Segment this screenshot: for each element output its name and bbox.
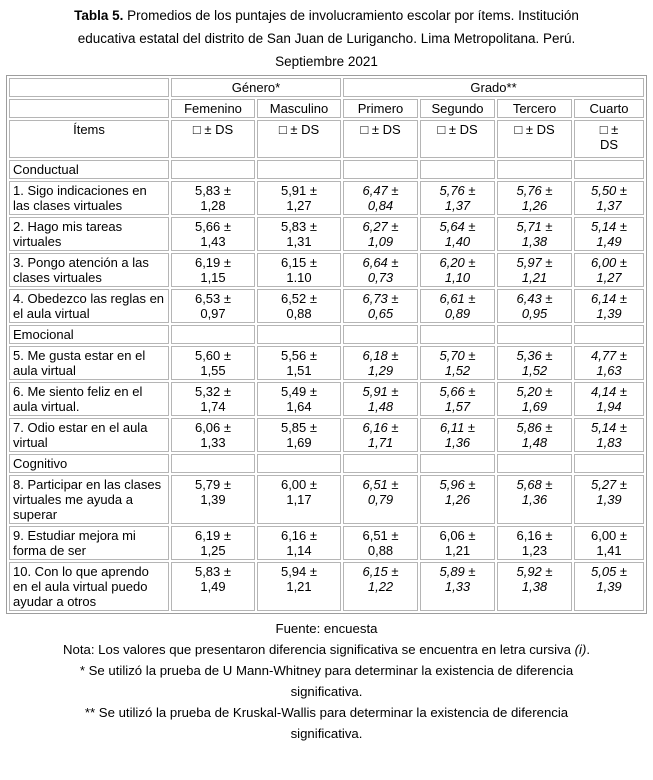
mean-value: 5,83 ± (194, 183, 232, 198)
value-cell (171, 526, 255, 560)
value-cell (171, 562, 255, 611)
sd-value: 1,38 (521, 579, 548, 594)
value-cell (574, 418, 644, 452)
stat-header-row (9, 120, 644, 158)
mean-value: 6,16 ± (280, 528, 318, 543)
sd-value: 1,22 (367, 579, 394, 594)
sd-value: 1.10 (286, 270, 312, 285)
mean-value: 5,14 ± (590, 219, 628, 234)
mean-value: 5,60 ± (194, 348, 232, 363)
value-cell (420, 475, 495, 524)
mean-value: 5,66 ± (439, 384, 476, 399)
sd-value: 0,88 (367, 543, 394, 558)
sd-value: 0,84 (367, 198, 394, 213)
sd-value: 1,52 (521, 363, 548, 378)
empty-cell (497, 160, 572, 179)
item-label: 6. Me siento feliz en el aula virtual. (9, 382, 169, 416)
mean-value: 5,96 ± (439, 477, 476, 492)
value-cell (343, 181, 418, 215)
value-cell (257, 382, 341, 416)
sd-value: 1,28 (200, 198, 226, 213)
mean-value: 5,14 ± (590, 420, 628, 435)
empty-cell (343, 160, 418, 179)
value-cell (420, 526, 495, 560)
value-cell (257, 181, 341, 215)
sd-value: 0,65 (367, 306, 394, 321)
item-label: 7. Odio estar en el aula virtual (9, 418, 169, 452)
empty-cell (574, 454, 644, 473)
sd-value: 1,29 (367, 363, 394, 378)
grado-group-header: Grado** (343, 78, 644, 97)
item-row (9, 382, 644, 416)
sd-value: 1,26 (521, 198, 548, 213)
item-label: 2. Hago mis tareas virtuales (9, 217, 169, 251)
item-row (9, 418, 644, 452)
value-cell (343, 289, 418, 323)
value-cell (343, 382, 418, 416)
sd-value: 1,69 (521, 399, 548, 414)
empty-cell (574, 325, 644, 344)
mean-value: 5,79 ± (194, 477, 232, 492)
mean-value: 5,91 ± (362, 384, 399, 399)
item-row (9, 475, 644, 524)
sd-value: 1,40 (444, 234, 471, 249)
value-cell (257, 562, 341, 611)
section-row (9, 325, 644, 344)
value-cell (420, 562, 495, 611)
sd-value: 0,73 (367, 270, 394, 285)
column-header-primero: Primero (343, 99, 418, 118)
sd-value: 0,95 (521, 306, 548, 321)
value-cell (257, 289, 341, 323)
sd-value: 1,31 (286, 234, 312, 249)
value-cell (574, 382, 644, 416)
mean-value: 5,05 ± (590, 564, 628, 579)
stat-header: □ ± DS (343, 120, 418, 158)
item-row (9, 526, 644, 560)
sd-value: 1,43 (200, 234, 226, 249)
section-label: Emocional (9, 325, 169, 344)
sd-value: 1,21 (286, 579, 312, 594)
value-cell (497, 217, 572, 251)
value-cell (171, 289, 255, 323)
item-label: 10. Con lo que aprendo en el aula virtual puedo ayudar a otros (9, 562, 169, 611)
sd-value: 1,74 (200, 399, 226, 414)
sd-value: 1,33 (444, 579, 471, 594)
value-cell (171, 253, 255, 287)
sd-value: 1,39 (596, 579, 622, 594)
column-header-segundo: Segundo (420, 99, 495, 118)
mean-value: 5,71 ± (516, 219, 553, 234)
sd-value: 1,10 (444, 270, 471, 285)
value-cell (497, 346, 572, 380)
stat-header: □ ± DS (497, 120, 572, 158)
value-cell (257, 346, 341, 380)
mean-value: 6,06 ± (439, 528, 476, 543)
column-header-cuarto: Cuarto (574, 99, 644, 118)
title-table-number: Tabla 5. (74, 8, 124, 23)
value-cell (574, 253, 644, 287)
value-cell (420, 382, 495, 416)
value-cell (497, 526, 572, 560)
value-cell (574, 346, 644, 380)
mean-value: 6,16 ± (362, 420, 399, 435)
item-row (9, 562, 644, 611)
mean-value: 5,97 ± (516, 255, 553, 270)
mean-value: 6,52 ± (280, 291, 318, 306)
value-cell (497, 475, 572, 524)
item-label: 1. Sigo indicaciones en las clases virtuales (9, 181, 169, 215)
mean-value: 5,83 ± (194, 564, 232, 579)
sd-value: 1,39 (596, 306, 622, 321)
sd-value: 1,38 (521, 234, 548, 249)
mean-value: 6,64 ± (362, 255, 399, 270)
section-row (9, 160, 644, 179)
title-line-3: Septiembre 2021 (275, 54, 378, 69)
mean-value: 6,00 ± (590, 528, 628, 543)
value-cell (497, 253, 572, 287)
mean-value: 6,51 ± (362, 477, 399, 492)
column-header-masculino: Masculino (257, 99, 341, 118)
value-cell (420, 289, 495, 323)
mean-value: 5,20 ± (516, 384, 553, 399)
value-cell (574, 181, 644, 215)
empty-cell (257, 325, 341, 344)
sd-value: 1,51 (286, 363, 312, 378)
mean-value: 6,15 ± (280, 255, 318, 270)
mean-value: 5,92 ± (516, 564, 553, 579)
value-cell (257, 253, 341, 287)
mean-value: 6,51 ± (362, 528, 399, 543)
mean-value: 5,85 ± (280, 420, 318, 435)
sd-value: 1,14 (286, 543, 312, 558)
mean-value: 5,49 ± (280, 384, 318, 399)
column-header-tercero: Tercero (497, 99, 572, 118)
item-row (9, 181, 644, 215)
sd-value: 1,27 (286, 198, 312, 213)
sd-value: 1,25 (200, 543, 226, 558)
column-header-femenino: Femenino (171, 99, 255, 118)
stat-header-wrapped (574, 120, 644, 158)
value-cell (257, 526, 341, 560)
sd-value: 1,37 (596, 198, 622, 213)
value-cell (420, 217, 495, 251)
mean-value: 5,64 ± (439, 219, 476, 234)
value-cell (420, 346, 495, 380)
column-header-row (9, 99, 644, 118)
sd-value: 0,97 (200, 306, 226, 321)
mean-value: 4,14 ± (590, 384, 628, 399)
empty-cell (257, 160, 341, 179)
mean-value: 5,76 ± (439, 183, 476, 198)
title-text-part1: Promedios de los puntajes de involucramiento escolar por ítems. Institución (123, 8, 579, 23)
sd-value: 1,69 (286, 435, 312, 450)
sd-value: 1,23 (521, 543, 548, 558)
mean-value: 6,00 ± (280, 477, 318, 492)
sd-value: 1,27 (596, 270, 622, 285)
mean-value: 6,61 ± (439, 291, 476, 306)
title-line-1 (0, 4, 653, 27)
table-header (9, 78, 644, 158)
mean-value: 6,18 ± (362, 348, 399, 363)
mean-value: 5,76 ± (516, 183, 553, 198)
mean-value: 6,43 ± (516, 291, 553, 306)
value-cell (497, 382, 572, 416)
empty-cell (171, 454, 255, 473)
mean-value: 6,47 ± (362, 183, 399, 198)
item-row (9, 289, 644, 323)
sd-value: 1,39 (596, 492, 622, 507)
mean-value: 5,83 ± (280, 219, 318, 234)
value-cell (343, 562, 418, 611)
mean-value: 5,89 ± (439, 564, 476, 579)
sd-value: 1,83 (596, 435, 622, 450)
value-cell (497, 289, 572, 323)
empty-cell (171, 325, 255, 344)
sd-value: 1,21 (521, 270, 548, 285)
sd-value: 1,39 (200, 492, 226, 507)
table-notes (0, 618, 653, 744)
items-table (6, 75, 647, 614)
sd-value: 1,71 (367, 435, 394, 450)
sd-value: 1,55 (200, 363, 226, 378)
source-line: Fuente: encuesta (275, 621, 378, 636)
stat-header: □ ± DS (257, 120, 341, 158)
mean-value: 5,70 ± (439, 348, 476, 363)
sd-value: 1,36 (444, 435, 471, 450)
value-cell (257, 475, 341, 524)
sd-value: 1,36 (521, 492, 548, 507)
italic-marker: (i) (574, 642, 587, 657)
sd-value: 1,49 (596, 234, 622, 249)
sd-value: 1,26 (444, 492, 471, 507)
sd-value: 1,49 (200, 579, 226, 594)
value-cell (343, 475, 418, 524)
item-label: 9. Estudiar mejora mi forma de ser (9, 526, 169, 560)
value-cell (497, 562, 572, 611)
empty-cell (420, 160, 495, 179)
nota-period: . (586, 642, 591, 657)
group-header-row (9, 78, 644, 97)
value-cell (343, 526, 418, 560)
mean-value: 6,00 ± (590, 255, 628, 270)
stat-header-line1: □ ± (599, 122, 619, 137)
value-cell (171, 382, 255, 416)
mean-value: 6,16 ± (516, 528, 553, 543)
sd-value: 1,48 (367, 399, 394, 414)
mean-value: 5,68 ± (516, 477, 553, 492)
value-cell (257, 418, 341, 452)
value-cell (171, 475, 255, 524)
sd-value: 1,64 (286, 399, 312, 414)
item-row (9, 346, 644, 380)
mann-whitney-note-line2: significativa. (290, 684, 363, 699)
item-label: 5. Me gusta estar en el aula virtual (9, 346, 169, 380)
value-cell (574, 475, 644, 524)
sd-value: 1,41 (596, 543, 622, 558)
table-title (0, 0, 653, 73)
mean-value: 6,15 ± (362, 564, 399, 579)
sd-value: 1,17 (286, 492, 312, 507)
value-cell (420, 181, 495, 215)
items-table-body (9, 160, 644, 611)
value-cell (343, 217, 418, 251)
mean-value: 5,56 ± (280, 348, 318, 363)
mean-value: 6,06 ± (194, 420, 232, 435)
value-cell (420, 418, 495, 452)
mean-value: 6,73 ± (362, 291, 399, 306)
stat-header: □ ± DS (420, 120, 495, 158)
mean-value: 5,94 ± (280, 564, 318, 579)
stat-header: □ ± DS (171, 120, 255, 158)
item-label: 4. Obedezco las reglas en el aula virtual (9, 289, 169, 323)
corner-cell (9, 78, 169, 97)
item-row (9, 253, 644, 287)
sd-value: 0,88 (286, 306, 312, 321)
mean-value: 6,27 ± (362, 219, 399, 234)
sd-value: 1,33 (200, 435, 226, 450)
mean-value: 5,50 ± (590, 183, 628, 198)
item-row (9, 217, 644, 251)
nota-line (0, 639, 653, 660)
mean-value: 5,91 ± (280, 183, 318, 198)
mean-value: 5,66 ± (194, 219, 232, 234)
empty-cell (343, 325, 418, 344)
mean-value: 5,27 ± (590, 477, 628, 492)
value-cell (343, 253, 418, 287)
sd-value: 1,09 (367, 234, 394, 249)
mean-value: 6,14 ± (590, 291, 628, 306)
mean-value: 5,32 ± (194, 384, 232, 399)
section-label: Cognitivo (9, 454, 169, 473)
sd-value: 1,48 (521, 435, 548, 450)
items-header: Ítems (9, 120, 169, 158)
empty-cell (343, 454, 418, 473)
value-cell (257, 217, 341, 251)
value-cell (171, 418, 255, 452)
value-cell (171, 346, 255, 380)
empty-cell (171, 160, 255, 179)
sd-value: 1,94 (596, 399, 622, 414)
item-label: 8. Participar en las clases virtuales me ayuda a superar (9, 475, 169, 524)
section-row (9, 454, 644, 473)
empty-cell (574, 160, 644, 179)
item-label: 3. Pongo atención a las clases virtuales (9, 253, 169, 287)
value-cell (171, 217, 255, 251)
nota-text: Nota: Los valores que presentaron diferencia significativa se encuentra en letra cursiva (62, 642, 575, 657)
sd-value: 1,52 (444, 363, 471, 378)
value-cell (171, 181, 255, 215)
value-cell (343, 346, 418, 380)
mann-whitney-note-line1: * Se utilizó la prueba de U Mann-Whitney para determinar la existencia de diferencia (79, 663, 574, 678)
mean-value: 4,77 ± (590, 348, 628, 363)
empty-cell (497, 325, 572, 344)
value-cell (420, 253, 495, 287)
empty-cell (497, 454, 572, 473)
value-cell (574, 289, 644, 323)
value-cell (574, 562, 644, 611)
corner-cell (9, 99, 169, 118)
mean-value: 5,86 ± (516, 420, 553, 435)
mean-value: 6,19 ± (194, 528, 232, 543)
mean-value: 6,20 ± (439, 255, 476, 270)
value-cell (574, 526, 644, 560)
sd-value: 1,15 (200, 270, 226, 285)
sd-value: 0,79 (367, 492, 394, 507)
mean-value: 6,53 ± (194, 291, 232, 306)
kruskal-wallis-note-line1: ** Se utilizó la prueba de Kruskal-Wallis para determinar la existencia de diferencia (84, 705, 569, 720)
value-cell (497, 418, 572, 452)
value-cell (343, 418, 418, 452)
sd-value: 1,63 (596, 363, 622, 378)
empty-cell (257, 454, 341, 473)
value-cell (574, 217, 644, 251)
mean-value: 6,19 ± (194, 255, 232, 270)
stat-header-line2: DS (599, 137, 619, 152)
mean-value: 6,11 ± (439, 420, 476, 435)
section-label: Conductual (9, 160, 169, 179)
empty-cell (420, 454, 495, 473)
title-line-2: educativa estatal del distrito de San Juan de Lurigancho. Lima Metropolitana. Perú. (77, 31, 576, 46)
kruskal-wallis-note-line2: significativa. (290, 726, 363, 741)
value-cell (497, 181, 572, 215)
sd-value: 1,21 (444, 543, 471, 558)
sd-value: 1,37 (444, 198, 471, 213)
sd-value: 0,89 (444, 306, 471, 321)
empty-cell (420, 325, 495, 344)
genero-group-header: Género* (171, 78, 341, 97)
mean-value: 5,36 ± (516, 348, 553, 363)
sd-value: 1,57 (444, 399, 471, 414)
